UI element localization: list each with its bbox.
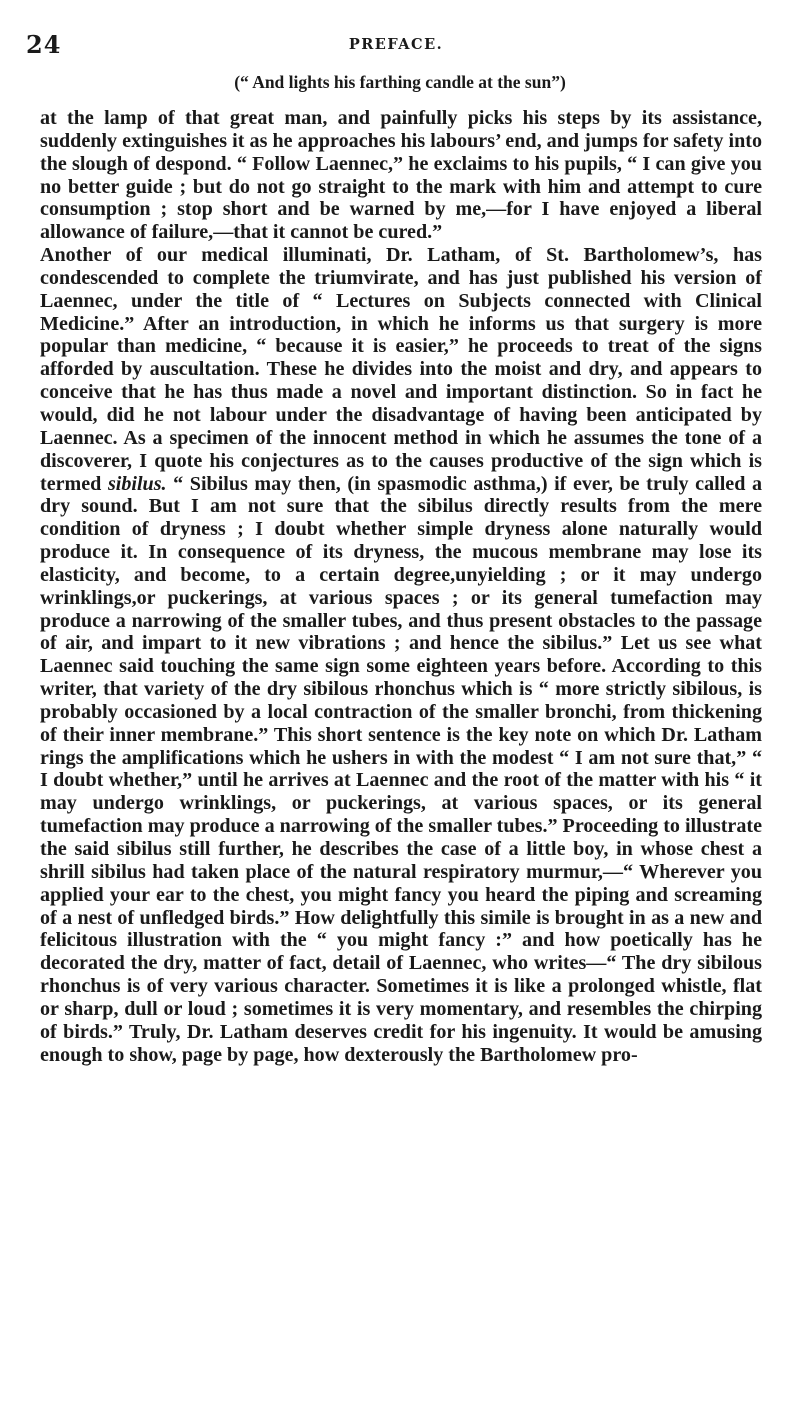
paragraph-2-text-start: Another of our medical illuminati, Dr. Latham, of St. Bartholomew’s, has condescended to complete the triumvirate, and has just published his version of Laennec, under the title of “ Lectures on Subjects connected with Clinical Medicine.” After an introduction, in which he informs us that surgery is more popular than medicine, “ because it is easier,” he proceeds to treat of the signs afforded by auscultation. These he divides into the moist and dry, and appears to conceive that he has thus made a novel and important distinction. So in fact he would, did he not labour under the disadvantage of having been anticipated by Laennec. As a specimen of the innocent method in which he assumes the tone of a discoverer, I quote his conjectures as to the causes productive of the sign which is termed [40,244,762,495]
paragraph-2-text-rest: “ Sibilus may then, (in spasmodic asthma,) if ever, be truly called a dry sound. But I am not sure that the sibilus directly results from the mere condition of dryness ; I doubt whether simple dryness alone naturally would produce it. In consequence of its dryness, the mucous membrane may lose its elasticity, and become, to a certain degree,unyielding ; or it may undergo wrinklings,or puckerings, at various spaces ; or its general tumefaction may produce a narrowing of the smaller tubes, and thus present obstacles to the passage of air, and impart to it new vibrations ; and hence the sibilus.” Let us see what Laennec said touching the same sign some eighteen years before. According to this writer, that variety of the dry sibilous rhonchus which is “ more strictly sibilous, is probably occasioned by a local contraction of the smaller bronchi, from thickening of their inner membrane.” This short sentence is the key note on which Dr. Latham rings the amplifications which he ushers in with the modest “ I am not sure that,” “ I doubt whether,” until he arrives at Laennec and the root of the matter with his “ it may undergo wrinklings, or puckerings, at various spaces, or its general tumefaction may produce a narrowing of the smaller tubes.” Proceeding to illustrate the said sibilus still further, he describes the case of a little boy, in whose chest a shrill sibilus had taken place of the natural respiratory murmur,—“ Wherever you applied your ear to the chest, you might fancy you heard the piping and screaming of a nest of unfledged birds.” How delightfully this simile is brought in as a new and felicitous illustration with the “ you might fancy :” and how poetically has he decorated the dry, matter of fact, detail of Laennec, who writes—“ The dry sibilous rhonchus is of very various character. Sometimes it is like a prolonged whistle, flat or sharp, dull or loud ; sometimes it is very momentary, and resembles the chirping of birds.” Truly, Dr. Latham deserves credit for his ingenuity. It would be amusing enough to show, page by page, how dexterously the Bartholomew pro- [40,472,762,1066]
body-text [40,107,762,1066]
paragraph-1-text: at the lamp of that great man, and painfully picks his steps by its assistance, suddenly extinguishes it as he approaches his labours’ end, and jumps for safety into the slough of despond. “ Follow Laennec,” he exclaims to his pupils, “ I can give you no better guide ; but do not go straight to the mark with him and attempt to cure consumption ; stop short and be warned by me,—for I have enjoyed a liberal allowance of failure,—that it cannot be cured.” [40,107,762,244]
paragraph-2 [40,244,762,1066]
paragraph-1 [40,107,762,244]
running-title: PREFACE. [348,36,444,53]
paragraph-2-italic-term: sibilus. [107,472,167,495]
running-head [26,30,766,60]
epigraph-caption: (“ And lights his farthing candle at the sun”) [234,72,566,92]
page-number: 24 [26,30,62,59]
